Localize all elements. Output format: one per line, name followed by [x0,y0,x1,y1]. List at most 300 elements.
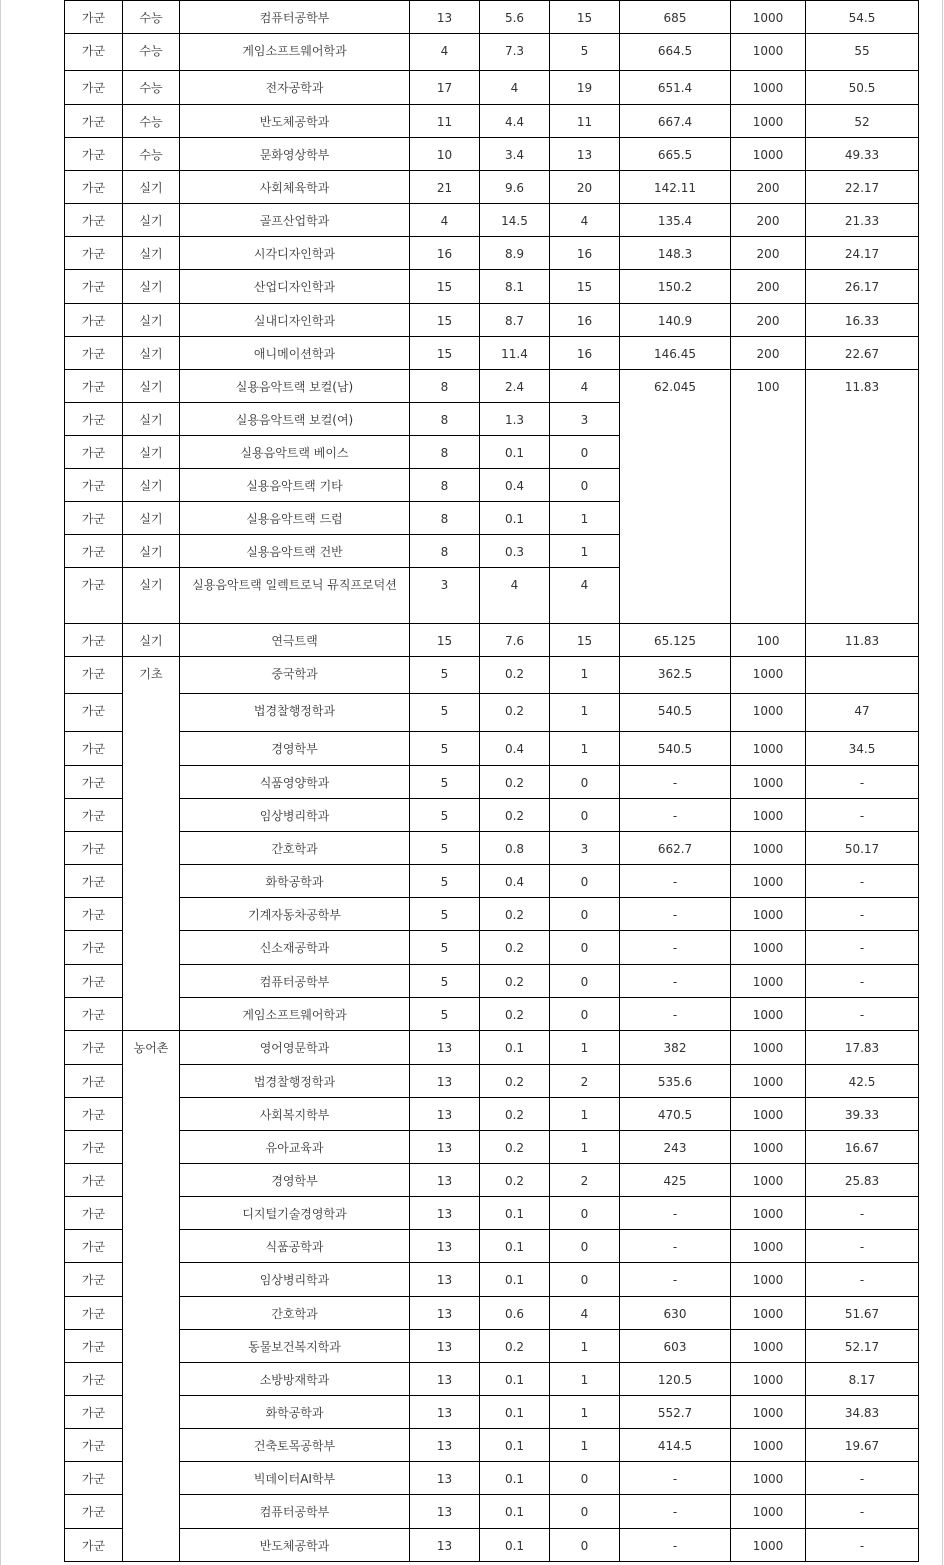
cut-score-cell: - [620,865,731,898]
cut-score-cell: 65.125 [620,624,731,657]
cut-score-cell: 150.2 [620,270,731,304]
full-score-cell: 1000 [731,1197,806,1230]
full-score-cell: 100 [731,624,806,657]
group-cell: 가군 [65,71,123,105]
table-row [65,138,919,171]
admission-type-cell: 실기 [123,337,180,370]
competition-rate-cell: 4 [480,71,550,105]
full-score-cell: 1000 [731,1,806,34]
group-cell: 가군 [65,568,123,624]
competition-rate-cell: 4 [480,568,550,624]
admission-type-cell: 실기 [123,469,180,502]
quota-cell: 4 [410,34,480,71]
competition-rate-cell: 0.1 [480,1462,550,1495]
quota-cell: 13 [410,1429,480,1462]
quota-cell: 13 [410,1,480,34]
pass-count-cell: 1 [550,694,620,732]
table-row [65,171,919,204]
quota-cell: 15 [410,624,480,657]
quota-cell: 5 [410,732,480,766]
group-cell: 가군 [65,469,123,502]
pass-count-cell: 1 [550,1031,620,1065]
competition-rate-cell: 0.1 [480,1396,550,1429]
full-score-cell: 1000 [731,34,806,71]
pass-count-cell: 15 [550,270,620,304]
table-row [65,1164,919,1197]
quota-cell: 13 [410,1297,480,1330]
cut-score-cell: 540.5 [620,694,731,732]
admission-type-cell: 실기 [123,403,180,436]
group-cell: 가군 [65,1462,123,1495]
group-cell: 가군 [65,1131,123,1164]
department-cell: 애니메이션학과 [180,337,410,370]
percentile-cell: - [806,799,919,832]
pass-count-cell: 11 [550,105,620,138]
full-score-cell: 200 [731,171,806,204]
group-cell: 가군 [65,34,123,71]
pass-count-cell: 0 [550,998,620,1031]
cut-score-cell: - [620,1230,731,1263]
table-row [65,370,919,403]
admission-type-cell: 실기 [123,270,180,304]
admission-type-cell: 수능 [123,105,180,138]
department-cell: 실용음악트랙 일렉트로닉 뮤직프로덕션 [180,568,410,624]
group-cell: 가군 [65,1330,123,1363]
pass-count-cell: 13 [550,138,620,171]
department-cell: 반도체공학과 [180,1529,410,1562]
full-score-cell: 1000 [731,1495,806,1529]
admission-type-cell: 실기 [123,370,180,403]
group-cell: 가군 [65,694,123,732]
competition-rate-cell: 1.3 [480,403,550,436]
cut-score-cell: - [620,1263,731,1297]
full-score-cell: 1000 [731,1462,806,1495]
department-cell: 임상병리학과 [180,1263,410,1297]
pass-count-cell: 0 [550,1263,620,1297]
percentile-cell: 26.17 [806,270,919,304]
cut-score-cell: - [620,898,731,931]
cut-score-cell: 382 [620,1031,731,1065]
percentile-cell: 19.67 [806,1429,919,1462]
cut-score-cell: - [620,1462,731,1495]
pass-count-cell: 1 [550,535,620,568]
percentile-cell: 22.17 [806,171,919,204]
department-cell: 전자공학과 [180,71,410,105]
percentile-cell: 50.5 [806,71,919,105]
quota-cell: 4 [410,204,480,237]
full-score-cell: 1000 [731,1065,806,1098]
percentile-cell: 42.5 [806,1065,919,1098]
competition-rate-cell: 3.4 [480,138,550,171]
admission-type-cell: 실기 [123,568,180,624]
department-cell: 반도체공학과 [180,105,410,138]
group-cell: 가군 [65,1363,123,1396]
competition-rate-cell: 0.2 [480,799,550,832]
quota-cell: 13 [410,1197,480,1230]
percentile-cell: 52 [806,105,919,138]
pass-count-cell: 4 [550,568,620,624]
group-cell: 가군 [65,931,123,965]
competition-rate-cell: 0.2 [480,1131,550,1164]
competition-rate-cell: 0.2 [480,1098,550,1131]
cut-score-cell: 120.5 [620,1363,731,1396]
quota-cell: 5 [410,657,480,694]
group-cell: 가군 [65,436,123,469]
competition-rate-cell: 0.6 [480,1297,550,1330]
table-row [65,1429,919,1462]
department-cell: 기계자동차공학부 [180,898,410,931]
group-cell: 가군 [65,732,123,766]
percentile-cell: - [806,1529,919,1562]
department-cell: 실내디자인학과 [180,304,410,337]
table-row [65,1065,919,1098]
department-cell: 게임소프트웨어학과 [180,34,410,71]
quota-cell: 5 [410,965,480,998]
quota-cell: 10 [410,138,480,171]
competition-rate-cell: 7.6 [480,624,550,657]
group-cell: 가군 [65,799,123,832]
admission-type-cell: 실기 [123,502,180,535]
percentile-cell: 8.17 [806,1363,919,1396]
quota-cell: 8 [410,403,480,436]
cut-score-cell: 664.5 [620,34,731,71]
competition-rate-cell: 0.2 [480,998,550,1031]
competition-rate-cell: 0.4 [480,865,550,898]
admission-type-cell: 실기 [123,237,180,270]
department-cell: 법경찰행정학과 [180,694,410,732]
pass-count-cell: 20 [550,171,620,204]
percentile-cell: - [806,1462,919,1495]
pass-count-cell: 1 [550,1429,620,1462]
competition-rate-cell: 0.8 [480,832,550,865]
table-row [65,71,919,105]
pass-count-cell: 2 [550,1065,620,1098]
quota-cell: 13 [410,1462,480,1495]
full-score-cell: 1000 [731,865,806,898]
group-cell: 가군 [65,898,123,931]
quota-cell: 5 [410,832,480,865]
pass-count-cell: 4 [550,204,620,237]
full-score-cell: 1000 [731,1396,806,1429]
full-score-cell: 1000 [731,965,806,998]
pass-count-cell: 16 [550,237,620,270]
quota-cell: 5 [410,865,480,898]
table-row [65,766,919,799]
pass-count-cell: 0 [550,1230,620,1263]
pass-count-cell: 1 [550,1396,620,1429]
table-row [65,1031,919,1065]
department-cell: 건축토목공학부 [180,1429,410,1462]
group-cell: 가군 [65,502,123,535]
department-cell: 유아교육과 [180,1131,410,1164]
full-score-cell: 1000 [731,998,806,1031]
percentile-cell: 24.17 [806,237,919,270]
competition-rate-cell: 11.4 [480,337,550,370]
group-cell: 가군 [65,1164,123,1197]
competition-rate-cell: 0.1 [480,1429,550,1462]
cut-score-cell: 140.9 [620,304,731,337]
competition-rate-cell: 8.7 [480,304,550,337]
group-cell: 가군 [65,1297,123,1330]
cut-score-cell: 62.045 [620,370,731,624]
table-row [65,1495,919,1529]
table-row [65,1330,919,1363]
percentile-cell: 17.83 [806,1031,919,1065]
group-cell: 가군 [65,105,123,138]
pass-count-cell: 2 [550,1164,620,1197]
cut-score-cell: 148.3 [620,237,731,270]
pass-count-cell: 0 [550,436,620,469]
department-cell: 컴퓨터공학부 [180,965,410,998]
admission-type-cell: 실기 [123,535,180,568]
department-cell: 산업디자인학과 [180,270,410,304]
pass-count-cell: 4 [550,1297,620,1330]
full-score-cell: 200 [731,270,806,304]
department-cell: 간호학과 [180,832,410,865]
department-cell: 실용음악트랙 보컬(여) [180,403,410,436]
quota-cell: 13 [410,1396,480,1429]
admission-type-cell: 수능 [123,71,180,105]
competition-rate-cell: 0.1 [480,436,550,469]
percentile-cell [806,657,919,694]
quota-cell: 13 [410,1529,480,1562]
percentile-cell: - [806,998,919,1031]
table-row [65,1263,919,1297]
full-score-cell: 1000 [731,1263,806,1297]
department-cell: 경영학부 [180,732,410,766]
group-cell: 가군 [65,370,123,403]
admission-type-cell: 수능 [123,138,180,171]
quota-cell: 16 [410,237,480,270]
admission-type-cell: 실기 [123,624,180,657]
department-cell: 식품영양학과 [180,766,410,799]
quota-cell: 13 [410,1098,480,1131]
group-cell: 가군 [65,1031,123,1065]
group-cell: 가군 [65,304,123,337]
table-row [65,898,919,931]
competition-rate-cell: 4.4 [480,105,550,138]
competition-rate-cell: 0.2 [480,898,550,931]
full-score-cell: 1000 [731,1098,806,1131]
cut-score-cell: 665.5 [620,138,731,171]
quota-cell: 5 [410,898,480,931]
quota-cell: 5 [410,799,480,832]
cut-score-cell: 552.7 [620,1396,731,1429]
percentile-cell: 21.33 [806,204,919,237]
full-score-cell: 200 [731,337,806,370]
group-cell: 가군 [65,270,123,304]
group-cell: 가군 [65,237,123,270]
department-cell: 컴퓨터공학부 [180,1,410,34]
percentile-cell: 11.83 [806,624,919,657]
admission-type-cell: 농어촌 [123,1031,180,1562]
quota-cell: 13 [410,1164,480,1197]
group-cell: 가군 [65,865,123,898]
cut-score-cell: 662.7 [620,832,731,865]
quota-cell: 15 [410,304,480,337]
admissions-results-table [64,0,919,1562]
table-row [65,1529,919,1562]
cut-score-cell: 535.6 [620,1065,731,1098]
group-cell: 가군 [65,1263,123,1297]
full-score-cell: 1000 [731,71,806,105]
percentile-cell: 16.33 [806,304,919,337]
cut-score-cell: 603 [620,1330,731,1363]
cut-score-cell: - [620,1529,731,1562]
full-score-cell: 1000 [731,1031,806,1065]
admission-type-cell: 수능 [123,1,180,34]
cut-score-cell: - [620,998,731,1031]
full-score-cell: 1000 [731,931,806,965]
cut-score-cell: 470.5 [620,1098,731,1131]
quota-cell: 13 [410,1031,480,1065]
competition-rate-cell: 0.1 [480,1363,550,1396]
full-score-cell: 1000 [731,898,806,931]
group-cell: 가군 [65,1429,123,1462]
department-cell: 화학공학과 [180,865,410,898]
group-cell: 가군 [65,657,123,694]
cut-score-cell: 540.5 [620,732,731,766]
quota-cell: 8 [410,502,480,535]
cut-score-cell: 414.5 [620,1429,731,1462]
pass-count-cell: 16 [550,337,620,370]
quota-cell: 8 [410,436,480,469]
percentile-cell: - [806,965,919,998]
group-cell: 가군 [65,1,123,34]
table-row [65,1363,919,1396]
competition-rate-cell: 0.2 [480,1065,550,1098]
table-row [65,799,919,832]
percentile-cell: 52.17 [806,1330,919,1363]
department-cell: 식품공학과 [180,1230,410,1263]
department-cell: 신소재공학과 [180,931,410,965]
percentile-cell: 34.5 [806,732,919,766]
percentile-cell: 39.33 [806,1098,919,1131]
full-score-cell: 1000 [731,694,806,732]
percentile-cell: 51.67 [806,1297,919,1330]
table-row [65,1396,919,1429]
pass-count-cell: 3 [550,832,620,865]
quota-cell: 5 [410,694,480,732]
department-cell: 실용음악트랙 베이스 [180,436,410,469]
full-score-cell: 1000 [731,1429,806,1462]
full-score-cell: 1000 [731,799,806,832]
cut-score-cell: 135.4 [620,204,731,237]
department-cell: 실용음악트랙 드럼 [180,502,410,535]
pass-count-cell: 0 [550,1462,620,1495]
cut-score-cell: - [620,799,731,832]
quota-cell: 13 [410,1263,480,1297]
competition-rate-cell: 9.6 [480,171,550,204]
percentile-cell: 50.17 [806,832,919,865]
competition-rate-cell: 0.1 [480,1263,550,1297]
department-cell: 연극트랙 [180,624,410,657]
percentile-cell: - [806,1230,919,1263]
table-row [65,624,919,657]
percentile-cell: - [806,898,919,931]
full-score-cell: 200 [731,204,806,237]
competition-rate-cell: 0.4 [480,732,550,766]
pass-count-cell: 0 [550,931,620,965]
group-cell: 가군 [65,965,123,998]
group-cell: 가군 [65,204,123,237]
quota-cell: 5 [410,931,480,965]
table-row [65,1197,919,1230]
table-row [65,337,919,370]
competition-rate-cell: 0.2 [480,694,550,732]
table-row [65,998,919,1031]
group-cell: 가군 [65,1529,123,1562]
quota-cell: 13 [410,1495,480,1529]
pass-count-cell: 0 [550,469,620,502]
quota-cell: 21 [410,171,480,204]
table-row [65,237,919,270]
competition-rate-cell: 14.5 [480,204,550,237]
full-score-cell: 1000 [731,1330,806,1363]
competition-rate-cell: 8.9 [480,237,550,270]
pass-count-cell: 1 [550,732,620,766]
pass-count-cell: 0 [550,898,620,931]
cut-score-cell: - [620,931,731,965]
competition-rate-cell: 0.2 [480,1164,550,1197]
table-row [65,204,919,237]
table-row [65,931,919,965]
table-body [65,1,919,1562]
table-row [65,1,919,34]
table-row [65,304,919,337]
department-cell: 게임소프트웨어학과 [180,998,410,1031]
table-row [65,1098,919,1131]
full-score-cell: 1000 [731,766,806,799]
group-cell: 가군 [65,998,123,1031]
percentile-cell: 47 [806,694,919,732]
competition-rate-cell: 0.2 [480,965,550,998]
full-score-cell: 1000 [731,1529,806,1562]
pass-count-cell: 1 [550,1363,620,1396]
quota-cell: 8 [410,370,480,403]
percentile-cell: - [806,766,919,799]
table-row [65,270,919,304]
department-cell: 실용음악트랙 기타 [180,469,410,502]
department-cell: 간호학과 [180,1297,410,1330]
competition-rate-cell: 0.3 [480,535,550,568]
competition-rate-cell: 0.1 [480,1495,550,1529]
department-cell: 경영학부 [180,1164,410,1197]
full-score-cell: 100 [731,370,806,624]
quota-cell: 13 [410,1363,480,1396]
pass-count-cell: 0 [550,865,620,898]
full-score-cell: 1000 [731,1230,806,1263]
full-score-cell: 1000 [731,1164,806,1197]
quota-cell: 3 [410,568,480,624]
full-score-cell: 1000 [731,138,806,171]
cut-score-cell: 685 [620,1,731,34]
pass-count-cell: 1 [550,502,620,535]
table-row [65,1230,919,1263]
table-row [65,1297,919,1330]
competition-rate-cell: 0.1 [480,1529,550,1562]
table-row [65,732,919,766]
pass-count-cell: 19 [550,71,620,105]
pass-count-cell: 5 [550,34,620,71]
percentile-cell: - [806,865,919,898]
table-row [65,832,919,865]
group-cell: 가군 [65,138,123,171]
group-cell: 가군 [65,832,123,865]
quota-cell: 5 [410,998,480,1031]
competition-rate-cell: 0.1 [480,1197,550,1230]
competition-rate-cell: 0.1 [480,1230,550,1263]
